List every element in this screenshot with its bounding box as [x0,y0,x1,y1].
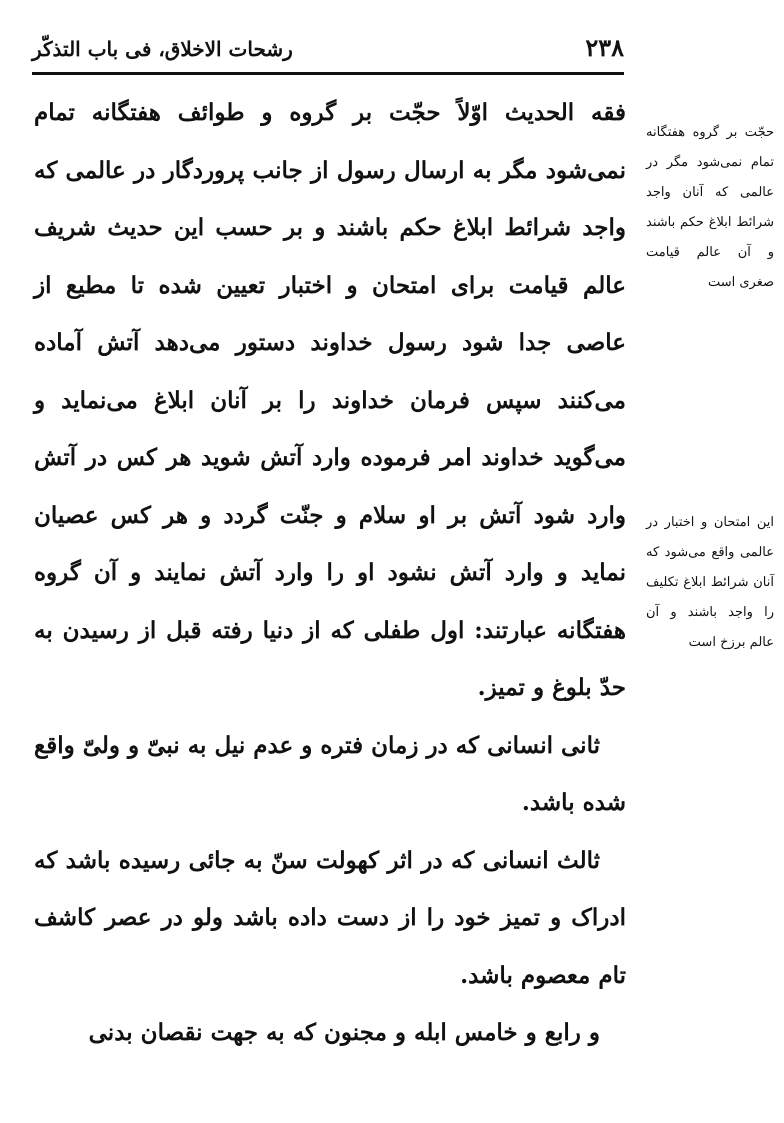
paragraph-1: فقه الحدیث اوّلاً حجّت بر گروه و طوائف هفتگانه تمام نمی‌شود مگر به ارسال رسول از جانب پروردگار در عالمی که واجد شرائط ابلاغ حکم باشند و بر حسب این حدیث شریف عالم قیامت برای امتحان و اختبار تعیین شده تا مطیع از عاصی جدا شود رسول خداوند دستور می‌دهد آتش آماده می‌کنند سپس فرمان خداوند را بر آنان ابلاغ می‌نماید و می‌گوید خداوند امر فرموده وارد آتش شوید هر کس در آتش وارد شود آتش بر او سلام و جنّت گردد و هر کس عصیان نماید و وارد آتش نشود او را وارد آتش نمایند و آن گروه هفتگانه عبارتند: اول طفلی که از دنیا رفته قبل از رسیدن به حدّ بلوغ و تمیز. [34,99,626,701]
header-rule [32,72,624,75]
page-number: ۲۳۸ [585,33,624,62]
running-title: رشحات الاخلاق، فی باب التذکّر [32,37,293,61]
margin-note-1: حجّت بر گروه هفتگانه تمام نمی‌شود مگر در عالمی که آنان واجد شرائط ابلاغ حکم باشند و آن عالم قیامت صغری است [646,125,774,290]
page-header [32,32,624,70]
margin-note-2: این امتحان و اختبار در عالمی واقع می‌شود که آنان شرائط ابلاغ تکلیف را واجد باشند و آن عالم برزخ است [646,515,774,650]
paragraph-2: ثانی انسانی که در زمان فتره و عدم نیل به نبیّ و ولیّ واقع شده باشد. [34,731,626,816]
main-text [34,84,626,1062]
paragraph-3: ثالث انسانی که در اثر کهولت سنّ به جائی رسیده باشد که ادراک و تمیز خود را از دست داده باشد ولو در عصر کاشف تام معصوم باشد. [34,846,626,989]
paragraph-4: و رابع و خامس ابله و مجنون که به جهت نقصان بدنی [88,1019,600,1046]
